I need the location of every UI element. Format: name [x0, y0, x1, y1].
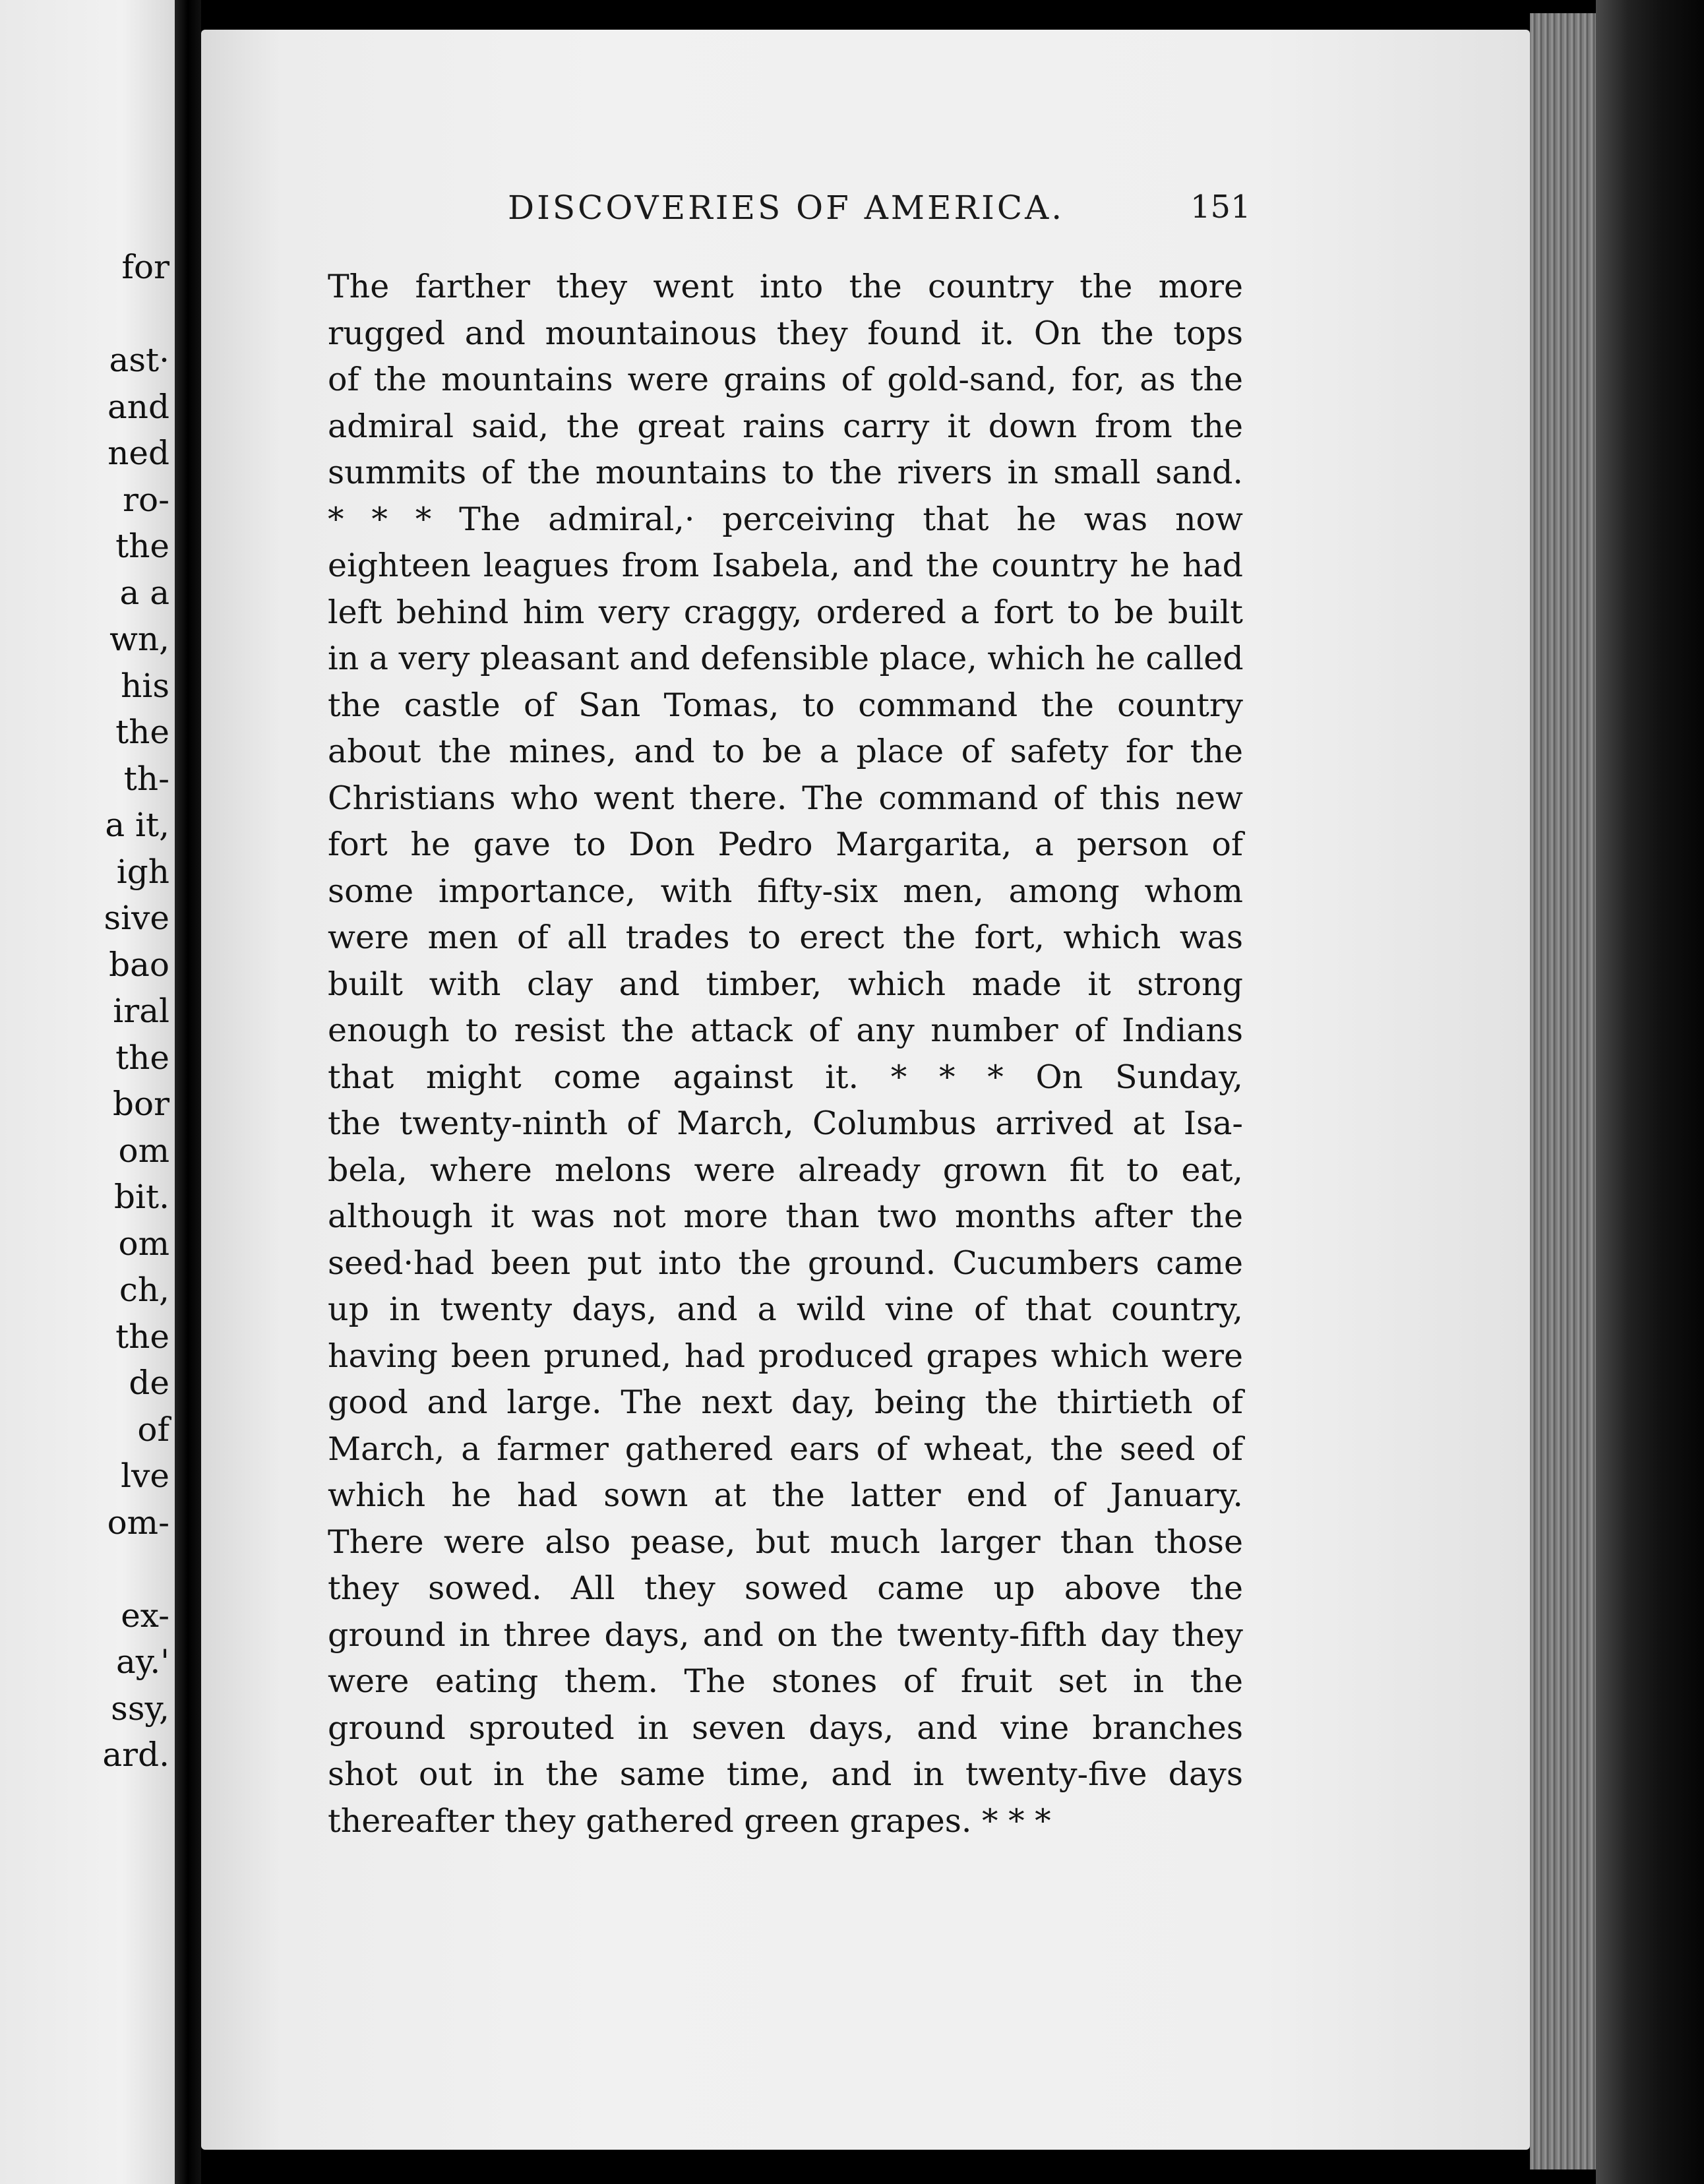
text-line: Christians who went there. The command of this new	[328, 779, 1243, 817]
text-line: The farther they went into the country the more	[328, 268, 1243, 305]
book-gutter	[175, 0, 201, 2184]
facing-page-fragment: iral	[113, 992, 169, 1030]
text-line: in a very pleasant and defensible place, which he called	[328, 640, 1244, 677]
facing-page-fragment: ro-	[123, 480, 169, 519]
text-line: which he had sown at the latter end of January.	[328, 1476, 1243, 1514]
text-line: seed·had been put into the ground. Cucumbers came	[328, 1244, 1243, 1282]
facing-page-fragment: ned	[107, 434, 169, 472]
page-block-edges	[1530, 13, 1596, 2169]
facing-page-fragment: om	[118, 1224, 169, 1263]
text-line: left behind him very craggy, ordered a fort to be built	[328, 593, 1243, 631]
facing-page-fragment: and	[107, 387, 169, 426]
text-line: of the mountains were grains of gold-sand, for, as the	[328, 361, 1243, 398]
facing-page-fragment: for	[121, 248, 169, 286]
text-line: they sowed. All they sowed came up above the	[328, 1569, 1243, 1607]
facing-page-fragment: bit.	[114, 1178, 169, 1216]
text-line: ground in three days, and on the twenty-fifth day they	[328, 1616, 1243, 1654]
facing-page-fragment: ch,	[119, 1271, 169, 1309]
facing-page-fragment: the	[115, 527, 169, 565]
text-line: were eating them. The stones of fruit set in the	[328, 1662, 1243, 1700]
text-line: * * * The admiral,· perceiving that he was now	[328, 500, 1243, 538]
text-line: good and large. The next day, being the thirtieth of	[328, 1383, 1243, 1421]
text-line: There were also pease, but much larger than those	[328, 1523, 1243, 1561]
facing-page-fragment: de	[129, 1364, 169, 1402]
facing-page-fragment: of	[137, 1410, 169, 1449]
facing-page-fragment: sive	[104, 899, 169, 937]
page-number: 151	[1190, 189, 1251, 226]
text-line: up in twenty days, and a wild vine of that country,	[328, 1290, 1243, 1328]
text-line: fort he gave to Don Pedro Margarita, a person of	[328, 826, 1243, 863]
facing-page-fragment: a it,	[105, 806, 169, 844]
text-line: bela, where melons were already grown fit to eat,	[328, 1151, 1243, 1189]
facing-page-fragment: th-	[123, 759, 169, 798]
text-line: the twenty-ninth of March, Columbus arrived at Isa-	[328, 1105, 1243, 1142]
text-line: about the mines, and to be a place of safety for the	[328, 733, 1243, 770]
facing-page-fragment: ay.'	[115, 1643, 169, 1681]
text-line: although it was not more than two months after the	[328, 1198, 1243, 1235]
body-text	[328, 264, 1243, 1844]
facing-page-fragment: his	[121, 666, 169, 705]
running-head	[508, 189, 1251, 241]
book-cover-edge	[1596, 0, 1704, 2184]
facing-page-fragment: ssy,	[111, 1689, 169, 1728]
facing-page-fragment: a a	[119, 573, 169, 612]
text-line: shot out in the same time, and in twenty-five days	[328, 1755, 1243, 1793]
facing-page-fragment: igh	[116, 852, 169, 891]
facing-page-fragment: the	[115, 1317, 169, 1356]
text-line: enough to resist the attack of any number of Indians	[328, 1012, 1243, 1049]
text-line: that might come against it. * * * On Sunday,	[328, 1058, 1243, 1096]
text-line: admiral said, the great rains carry it down from the	[328, 407, 1243, 445]
facing-page-fragment: ard.	[102, 1736, 169, 1774]
facing-page-fragment: ex-	[121, 1596, 169, 1635]
facing-page-fragment: ast·	[109, 341, 169, 379]
text-line: were men of all trades to erect the fort, which was	[328, 919, 1243, 956]
facing-page-edge	[0, 0, 175, 2184]
facing-page-fragment: om	[118, 1131, 169, 1170]
facing-page-fragment: the	[115, 713, 169, 751]
text-line: some importance, with fifty-six men, among whom	[328, 872, 1243, 910]
facing-page-fragment: the	[115, 1038, 169, 1077]
text-line: built with clay and timber, which made it strong	[328, 965, 1243, 1003]
text-line: summits of the mountains to the rivers in small sand.	[328, 454, 1243, 491]
text-line: ground sprouted in seven days, and vine branches	[328, 1709, 1243, 1747]
text-line: eighteen leagues from Isabela, and the country he had	[328, 547, 1243, 584]
facing-page-fragment: om-	[107, 1503, 169, 1542]
text-line: the castle of San Tomas, to command the country	[328, 686, 1243, 724]
facing-page-fragment: lve	[121, 1457, 169, 1495]
text-line: March, a farmer gathered ears of wheat, the seed of	[328, 1430, 1243, 1468]
facing-page-fragment: bao	[109, 945, 169, 984]
text-line: thereafter they gathered green grapes. * * *	[328, 1802, 1051, 1840]
facing-page-fragment: wn,	[109, 620, 169, 658]
running-head-title: DISCOVERIES OF AMERICA.	[508, 189, 1065, 227]
text-line: rugged and mountainous they found it. On the tops	[328, 314, 1243, 352]
text-line: having been pruned, had produced grapes which were	[328, 1337, 1243, 1375]
facing-page-fragment: bor	[112, 1085, 169, 1123]
